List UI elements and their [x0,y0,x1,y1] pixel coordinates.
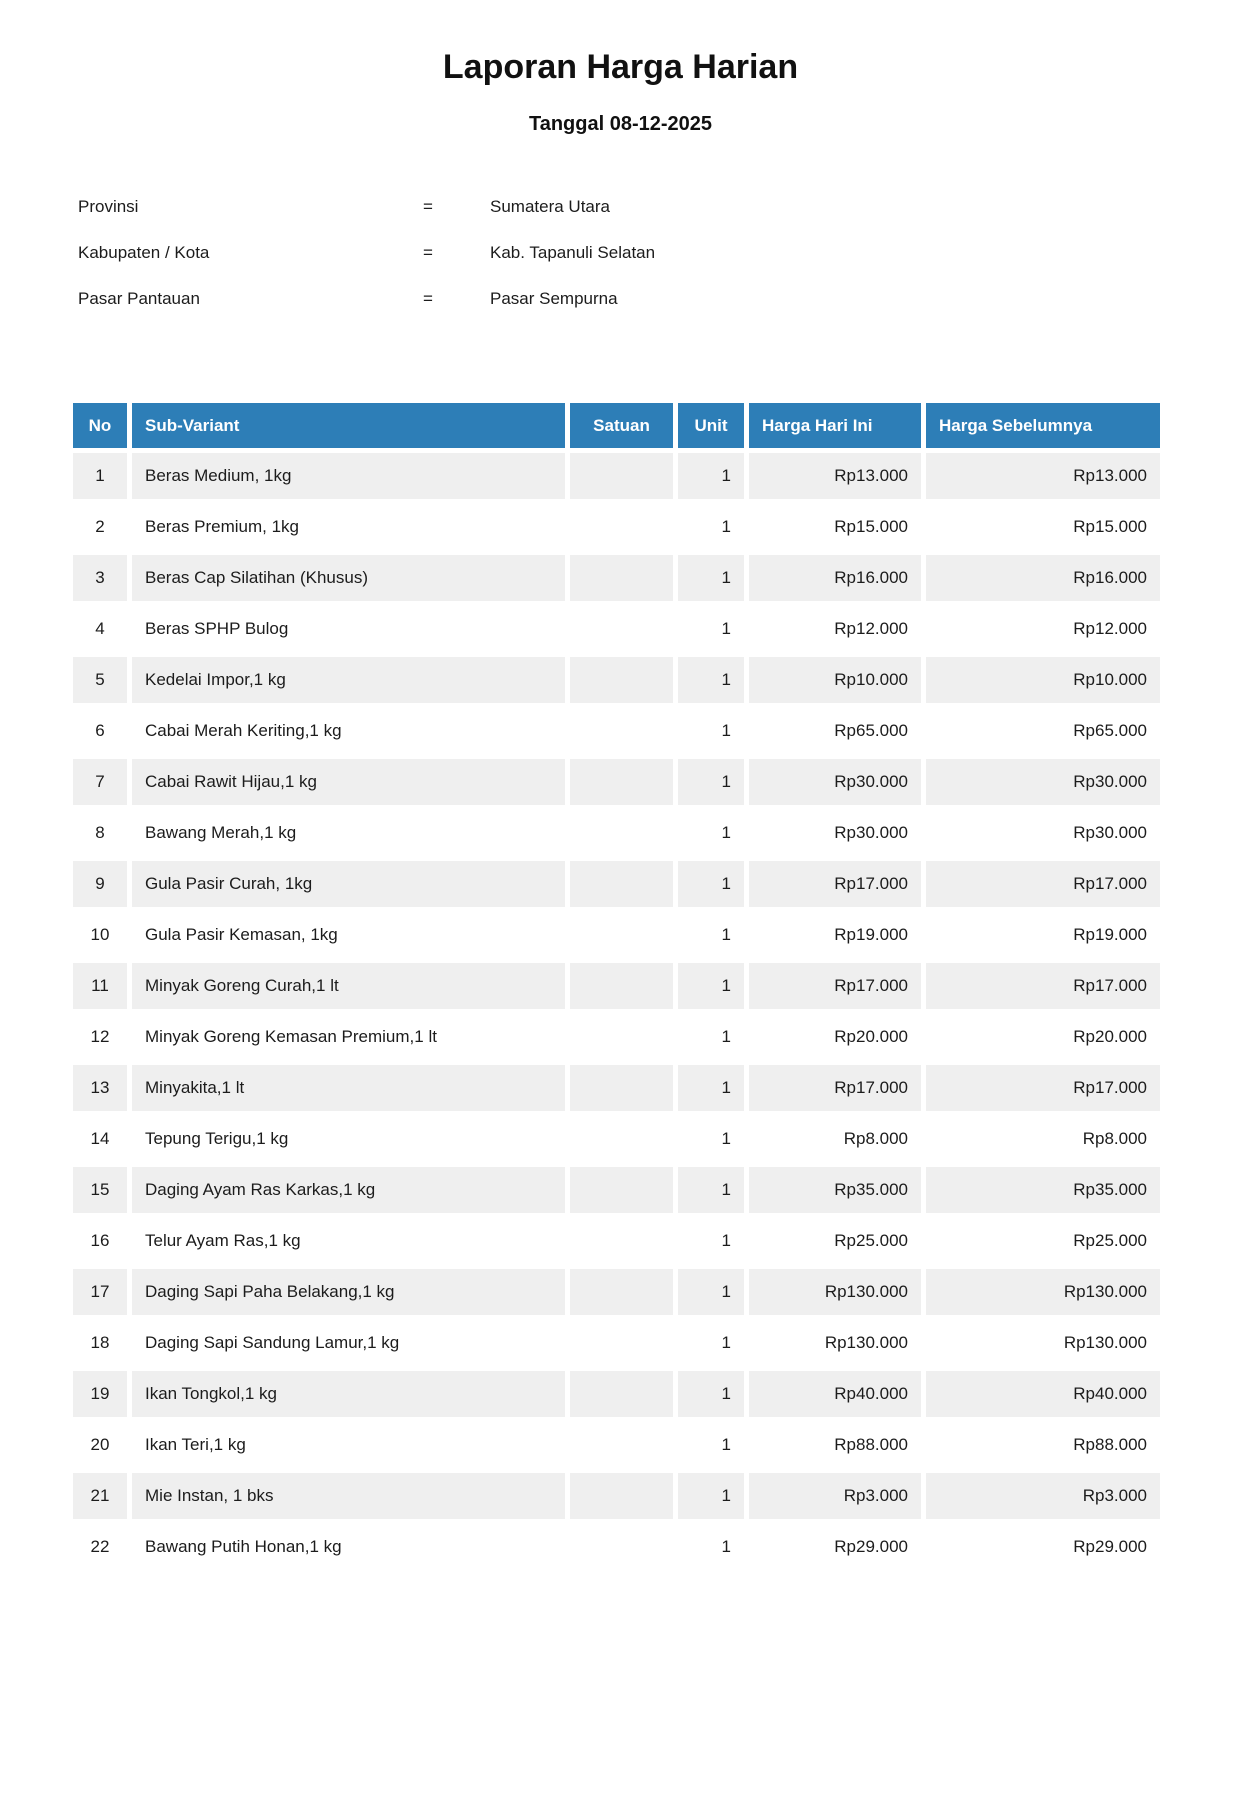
harga-hari-ini-cell: Rp30.000 [749,759,921,805]
column-header-sub-variant: Sub-Variant [132,403,565,448]
table-row [73,1269,1160,1315]
satuan-cell [570,555,673,601]
sub-variant-cell: Beras Cap Silatihan (Khusus) [132,555,565,601]
kabupaten-label: Kabupaten / Kota [78,243,210,262]
satuan-cell [570,1371,673,1417]
table-row [73,810,1160,856]
unit-cell: 1 [678,555,744,601]
satuan-cell [570,759,673,805]
page-title: Laporan Harga Harian [442,48,799,86]
row-number-cell: 8 [73,810,127,856]
row-number-cell: 18 [73,1320,127,1366]
unit-cell: 1 [678,1422,744,1468]
unit-cell: 1 [678,1218,744,1264]
table-row [73,1218,1160,1264]
harga-hari-ini-cell: Rp12.000 [749,606,921,652]
sub-variant-cell: Bawang Merah,1 kg [132,810,565,856]
unit-cell: 1 [678,453,744,499]
row-number-cell: 6 [73,708,127,754]
harga-sebelumnya-cell: Rp130.000 [926,1320,1160,1366]
satuan-cell [570,963,673,1009]
row-number-cell: 13 [73,1065,127,1111]
equals-sign: = [423,289,433,308]
report-metadata [0,184,1241,322]
row-number-cell: 17 [73,1269,127,1315]
report-date: Tanggal 08-12-2025 [528,113,713,135]
harga-sebelumnya-cell: Rp30.000 [926,759,1160,805]
harga-sebelumnya-cell: Rp17.000 [926,1065,1160,1111]
equals-sign: = [423,197,433,216]
harga-sebelumnya-cell: Rp40.000 [926,1371,1160,1417]
table-row [73,963,1160,1009]
satuan-cell [570,708,673,754]
column-header-harga-sebelumnya: Harga Sebelumnya [926,403,1160,448]
table-row [73,759,1160,805]
row-number-cell: 2 [73,504,127,550]
unit-cell: 1 [678,963,744,1009]
harga-sebelumnya-cell: Rp10.000 [926,657,1160,703]
row-number-cell: 22 [73,1524,127,1570]
satuan-cell [570,861,673,907]
column-header-no: No [73,403,127,448]
sub-variant-cell: Telur Ayam Ras,1 kg [132,1218,565,1264]
row-number-cell: 4 [73,606,127,652]
table-row [73,453,1160,499]
equals-sign: = [423,243,433,262]
harga-sebelumnya-cell: Rp35.000 [926,1167,1160,1213]
satuan-cell [570,1524,673,1570]
unit-cell: 1 [678,1167,744,1213]
row-number-cell: 10 [73,912,127,958]
provinsi-value: Sumatera Utara [490,197,610,216]
harga-sebelumnya-cell: Rp13.000 [926,453,1160,499]
table-row [73,1524,1160,1570]
harga-hari-ini-cell: Rp17.000 [749,1065,921,1111]
harga-hari-ini-cell: Rp30.000 [749,810,921,856]
satuan-cell [570,453,673,499]
harga-sebelumnya-cell: Rp30.000 [926,810,1160,856]
unit-cell: 1 [678,1269,744,1315]
table-row [73,657,1160,703]
sub-variant-cell: Minyak Goreng Curah,1 lt [132,963,565,1009]
harga-hari-ini-cell: Rp3.000 [749,1473,921,1519]
harga-hari-ini-cell: Rp16.000 [749,555,921,601]
harga-hari-ini-cell: Rp130.000 [749,1269,921,1315]
table-row [73,861,1160,907]
row-number-cell: 7 [73,759,127,805]
harga-sebelumnya-cell: Rp20.000 [926,1014,1160,1060]
sub-variant-cell: Mie Instan, 1 bks [132,1473,565,1519]
unit-cell: 1 [678,657,744,703]
column-header-unit: Unit [678,403,744,448]
unit-cell: 1 [678,606,744,652]
unit-cell: 1 [678,504,744,550]
sub-variant-cell: Cabai Merah Keriting,1 kg [132,708,565,754]
harga-sebelumnya-cell: Rp12.000 [926,606,1160,652]
table-row [73,708,1160,754]
table-row [73,504,1160,550]
satuan-cell [570,912,673,958]
harga-hari-ini-cell: Rp20.000 [749,1014,921,1060]
harga-sebelumnya-cell: Rp17.000 [926,861,1160,907]
table-row [73,1014,1160,1060]
table-row [73,912,1160,958]
harga-hari-ini-cell: Rp65.000 [749,708,921,754]
row-number-cell: 14 [73,1116,127,1162]
sub-variant-cell: Beras SPHP Bulog [132,606,565,652]
row-number-cell: 5 [73,657,127,703]
satuan-cell [570,1422,673,1468]
sub-variant-cell: Beras Medium, 1kg [132,453,565,499]
satuan-cell [570,810,673,856]
meta-row-kabupaten [0,230,1241,276]
harga-sebelumnya-cell: Rp16.000 [926,555,1160,601]
sub-variant-cell: Ikan Tongkol,1 kg [132,1371,565,1417]
unit-cell: 1 [678,1473,744,1519]
satuan-cell [570,1014,673,1060]
harga-hari-ini-cell: Rp88.000 [749,1422,921,1468]
table-row [73,1320,1160,1366]
price-table-body [73,453,1160,1570]
pasar-value: Pasar Sempurna [490,289,618,308]
harga-sebelumnya-cell: Rp17.000 [926,963,1160,1009]
harga-sebelumnya-cell: Rp19.000 [926,912,1160,958]
table-row [73,1116,1160,1162]
harga-hari-ini-cell: Rp10.000 [749,657,921,703]
harga-hari-ini-cell: Rp17.000 [749,861,921,907]
row-number-cell: 9 [73,861,127,907]
row-number-cell: 20 [73,1422,127,1468]
unit-cell: 1 [678,1014,744,1060]
satuan-cell [570,606,673,652]
pasar-label: Pasar Pantauan [78,289,200,308]
sub-variant-cell: Cabai Rawit Hijau,1 kg [132,759,565,805]
sub-variant-cell: Minyakita,1 lt [132,1065,565,1111]
table-row [73,1371,1160,1417]
meta-row-pasar [0,276,1241,322]
meta-row-provinsi [0,184,1241,230]
row-number-cell: 3 [73,555,127,601]
satuan-cell [570,1473,673,1519]
harga-hari-ini-cell: Rp13.000 [749,453,921,499]
harga-sebelumnya-cell: Rp8.000 [926,1116,1160,1162]
satuan-cell [570,657,673,703]
harga-sebelumnya-cell: Rp25.000 [926,1218,1160,1264]
satuan-cell [570,1269,673,1315]
table-row [73,1473,1160,1519]
kabupaten-value: Kab. Tapanuli Selatan [490,243,656,262]
satuan-cell [570,1116,673,1162]
harga-hari-ini-cell: Rp8.000 [749,1116,921,1162]
provinsi-label: Provinsi [78,197,139,216]
harga-sebelumnya-cell: Rp130.000 [926,1269,1160,1315]
unit-cell: 1 [678,810,744,856]
satuan-cell [570,1065,673,1111]
daily-price-table [68,398,1165,1575]
sub-variant-cell: Bawang Putih Honan,1 kg [132,1524,565,1570]
row-number-cell: 19 [73,1371,127,1417]
table-row [73,606,1160,652]
unit-cell: 1 [678,912,744,958]
sub-variant-cell: Daging Sapi Paha Belakang,1 kg [132,1269,565,1315]
unit-cell: 1 [678,1116,744,1162]
sub-variant-cell: Kedelai Impor,1 kg [132,657,565,703]
unit-cell: 1 [678,1524,744,1570]
sub-variant-cell: Ikan Teri,1 kg [132,1422,565,1468]
harga-sebelumnya-cell: Rp15.000 [926,504,1160,550]
harga-hari-ini-cell: Rp15.000 [749,504,921,550]
unit-cell: 1 [678,1320,744,1366]
harga-hari-ini-cell: Rp17.000 [749,963,921,1009]
harga-sebelumnya-cell: Rp65.000 [926,708,1160,754]
table-row [73,1167,1160,1213]
row-number-cell: 11 [73,963,127,1009]
harga-hari-ini-cell: Rp25.000 [749,1218,921,1264]
sub-variant-cell: Minyak Goreng Kemasan Premium,1 lt [132,1014,565,1060]
row-number-cell: 21 [73,1473,127,1519]
row-number-cell: 1 [73,453,127,499]
harga-sebelumnya-cell: Rp29.000 [926,1524,1160,1570]
sub-variant-cell: Beras Premium, 1kg [132,504,565,550]
harga-sebelumnya-cell: Rp3.000 [926,1473,1160,1519]
satuan-cell [570,504,673,550]
satuan-cell [570,1167,673,1213]
harga-hari-ini-cell: Rp130.000 [749,1320,921,1366]
table-row [73,555,1160,601]
harga-hari-ini-cell: Rp35.000 [749,1167,921,1213]
row-number-cell: 15 [73,1167,127,1213]
sub-variant-cell: Gula Pasir Curah, 1kg [132,861,565,907]
sub-variant-cell: Gula Pasir Kemasan, 1kg [132,912,565,958]
harga-hari-ini-cell: Rp19.000 [749,912,921,958]
harga-hari-ini-cell: Rp40.000 [749,1371,921,1417]
sub-variant-cell: Daging Ayam Ras Karkas,1 kg [132,1167,565,1213]
table-row [73,1422,1160,1468]
unit-cell: 1 [678,1371,744,1417]
sub-variant-cell: Daging Sapi Sandung Lamur,1 kg [132,1320,565,1366]
row-number-cell: 12 [73,1014,127,1060]
row-number-cell: 16 [73,1218,127,1264]
satuan-cell [570,1218,673,1264]
satuan-cell [570,1320,673,1366]
table-header [73,403,1160,448]
unit-cell: 1 [678,861,744,907]
harga-hari-ini-cell: Rp29.000 [749,1524,921,1570]
table-header-row [73,403,1160,448]
column-header-satuan: Satuan [570,403,673,448]
unit-cell: 1 [678,1065,744,1111]
column-header-harga-hari-ini: Harga Hari Ini [749,403,921,448]
harga-sebelumnya-cell: Rp88.000 [926,1422,1160,1468]
unit-cell: 1 [678,708,744,754]
sub-variant-cell: Tepung Terigu,1 kg [132,1116,565,1162]
unit-cell: 1 [678,759,744,805]
table-row [73,1065,1160,1111]
